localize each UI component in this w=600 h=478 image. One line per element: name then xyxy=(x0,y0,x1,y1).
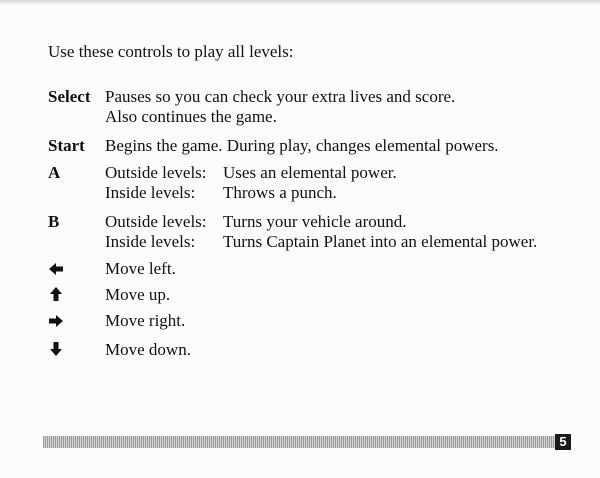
arrow-left-icon xyxy=(48,261,64,277)
start-desc: Begins the game. During play, changes elemental powers. xyxy=(105,136,499,155)
select-desc-line2: Also continues the game. xyxy=(105,107,277,126)
a-inside-label: Inside levels: xyxy=(105,183,196,202)
key-start: Start xyxy=(48,136,85,155)
a-outside-desc: Uses an elemental power. xyxy=(223,163,397,182)
key-a: A xyxy=(48,163,61,182)
b-inside-desc: Turns Captain Planet into an elemental power. xyxy=(223,232,538,251)
arrow-down-icon xyxy=(48,341,64,357)
b-outside-label: Outside levels: xyxy=(105,212,207,231)
select-desc-line1: Pauses so you can check your extra lives and score. xyxy=(105,87,456,106)
right-desc: Move right. xyxy=(105,311,186,330)
key-b: B xyxy=(48,212,60,231)
up-desc: Move up. xyxy=(105,285,171,304)
a-outside-label: Outside levels: xyxy=(105,163,207,182)
left-desc: Move left. xyxy=(105,259,176,278)
a-inside-desc: Throws a punch. xyxy=(223,183,337,202)
b-outside-desc: Turns your vehicle around. xyxy=(223,212,407,231)
page-edge-shadow xyxy=(0,0,600,5)
arrow-right-icon xyxy=(48,313,64,329)
arrow-up-icon xyxy=(48,286,64,302)
page-number: 5 xyxy=(555,434,571,450)
down-desc: Move down. xyxy=(105,340,191,359)
intro-text: Use these controls to play all levels: xyxy=(48,42,294,61)
footer-stripe-bar xyxy=(43,436,555,448)
key-select: Select xyxy=(48,87,91,106)
b-inside-label: Inside levels: xyxy=(105,232,196,251)
